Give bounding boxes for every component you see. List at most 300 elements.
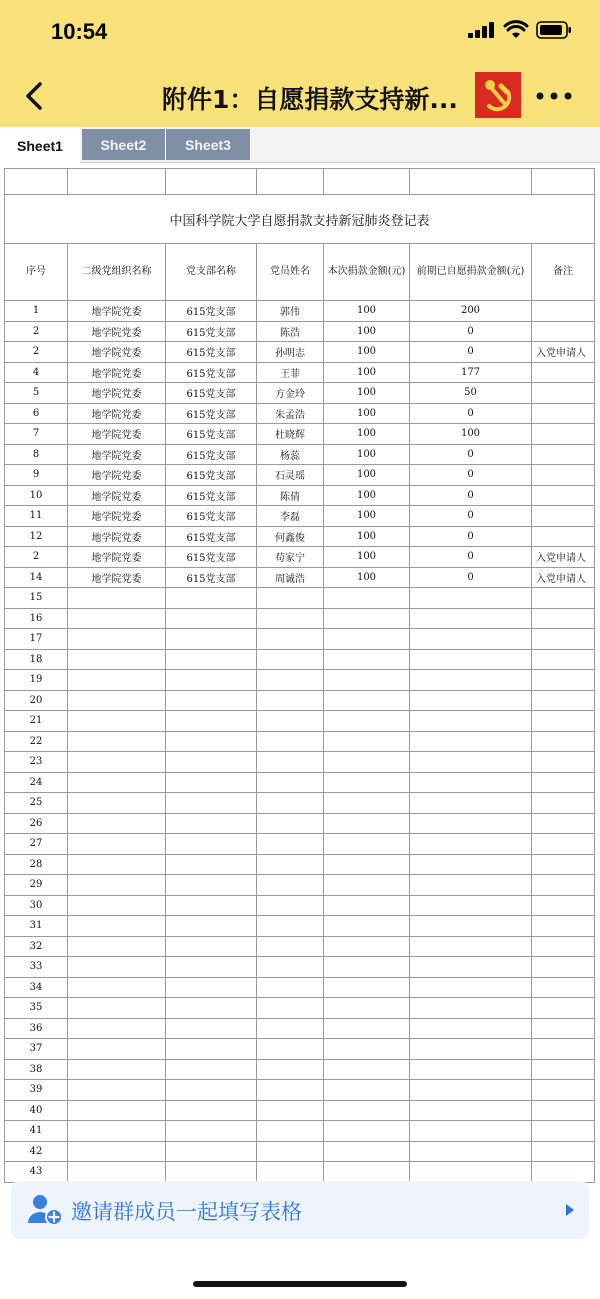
table-cell[interactable] xyxy=(257,916,324,937)
table-cell[interactable] xyxy=(532,670,595,691)
table-cell[interactable] xyxy=(410,813,532,834)
table-cell[interactable] xyxy=(166,916,257,937)
table-cell[interactable] xyxy=(532,1039,595,1060)
table-cell[interactable] xyxy=(166,629,257,650)
table-cell[interactable] xyxy=(166,1121,257,1142)
table-cell[interactable] xyxy=(532,690,595,711)
table-cell[interactable] xyxy=(166,1080,257,1101)
table-cell[interactable]: 孙明志 xyxy=(257,342,324,363)
table-cell[interactable] xyxy=(532,321,595,342)
table-cell[interactable]: 100 xyxy=(324,424,410,445)
table-cell[interactable] xyxy=(532,403,595,424)
table-cell[interactable]: 100 xyxy=(324,403,410,424)
table-cell[interactable] xyxy=(410,752,532,773)
home-indicator[interactable] xyxy=(193,1281,407,1287)
table-cell[interactable] xyxy=(166,670,257,691)
table-cell[interactable] xyxy=(68,1141,166,1162)
table-cell[interactable] xyxy=(68,711,166,732)
table-cell[interactable]: 4 xyxy=(5,362,68,383)
table-cell[interactable] xyxy=(257,670,324,691)
table-cell[interactable] xyxy=(532,1100,595,1121)
table-cell[interactable]: 615党支部 xyxy=(166,506,257,527)
table-cell[interactable]: 陈浩 xyxy=(257,321,324,342)
table-cell[interactable] xyxy=(68,649,166,670)
table-cell[interactable]: 地学院党委 xyxy=(68,547,166,568)
tab-sheet3[interactable]: Sheet3 xyxy=(166,129,251,160)
table-cell[interactable] xyxy=(532,1018,595,1039)
table-cell[interactable] xyxy=(257,608,324,629)
table-cell[interactable] xyxy=(257,731,324,752)
table-cell[interactable] xyxy=(532,588,595,609)
table-cell[interactable]: 0 xyxy=(410,567,532,588)
table-cell[interactable] xyxy=(410,608,532,629)
table-cell[interactable] xyxy=(410,793,532,814)
table-cell[interactable] xyxy=(68,1121,166,1142)
table-cell[interactable] xyxy=(410,854,532,875)
table-cell[interactable] xyxy=(68,752,166,773)
table-cell[interactable]: 23 xyxy=(5,752,68,773)
table-cell[interactable]: 0 xyxy=(410,547,532,568)
header-cell[interactable]: 党员姓名 xyxy=(257,244,324,301)
table-cell[interactable] xyxy=(324,998,410,1019)
table-cell[interactable] xyxy=(532,1162,595,1183)
table-cell[interactable]: 37 xyxy=(5,1039,68,1060)
table-cell[interactable] xyxy=(257,1018,324,1039)
table-cell[interactable] xyxy=(166,649,257,670)
table-cell[interactable] xyxy=(410,1080,532,1101)
header-cell[interactable]: 党支部名称 xyxy=(166,244,257,301)
table-cell[interactable]: 100 xyxy=(324,526,410,547)
table-cell[interactable] xyxy=(324,916,410,937)
table-cell[interactable]: 33 xyxy=(5,957,68,978)
table-cell[interactable] xyxy=(324,690,410,711)
header-cell[interactable]: 序号 xyxy=(5,244,68,301)
table-cell[interactable] xyxy=(166,793,257,814)
table-cell[interactable]: 0 xyxy=(410,403,532,424)
table-cell[interactable]: 615党支部 xyxy=(166,526,257,547)
table-cell[interactable]: 100 xyxy=(324,362,410,383)
table-cell[interactable]: 地学院党委 xyxy=(68,444,166,465)
table-cell[interactable]: 地学院党委 xyxy=(68,362,166,383)
table-cell[interactable]: 8 xyxy=(5,444,68,465)
table-cell[interactable] xyxy=(532,301,595,322)
table-cell[interactable] xyxy=(166,1162,257,1183)
table-cell[interactable] xyxy=(68,834,166,855)
table-cell[interactable] xyxy=(257,1141,324,1162)
table-cell[interactable]: 朱孟浩 xyxy=(257,403,324,424)
table-cell[interactable] xyxy=(532,1059,595,1080)
tab-sheet1[interactable]: Sheet1 xyxy=(0,127,80,163)
table-cell[interactable] xyxy=(324,752,410,773)
table-cell[interactable] xyxy=(410,629,532,650)
table-cell[interactable]: 周诚浩 xyxy=(257,567,324,588)
table-cell[interactable] xyxy=(532,957,595,978)
table-cell[interactable] xyxy=(324,977,410,998)
table-cell[interactable] xyxy=(410,1100,532,1121)
table-cell[interactable]: 19 xyxy=(5,670,68,691)
table-cell[interactable] xyxy=(532,608,595,629)
table-cell[interactable]: 0 xyxy=(410,465,532,486)
table-cell[interactable] xyxy=(532,916,595,937)
table-cell[interactable] xyxy=(68,854,166,875)
table-cell[interactable]: 41 xyxy=(5,1121,68,1142)
table-cell[interactable] xyxy=(324,1080,410,1101)
table-cell[interactable] xyxy=(324,649,410,670)
table-cell[interactable] xyxy=(257,834,324,855)
table-cell[interactable] xyxy=(410,711,532,732)
table-cell[interactable]: 2 xyxy=(5,321,68,342)
header-cell[interactable]: 二级党组织名称 xyxy=(68,244,166,301)
table-cell[interactable] xyxy=(532,1080,595,1101)
table-cell[interactable] xyxy=(324,588,410,609)
table-cell[interactable] xyxy=(532,1121,595,1142)
table-cell[interactable] xyxy=(68,977,166,998)
table-cell[interactable]: 地学院党委 xyxy=(68,301,166,322)
table-cell[interactable] xyxy=(257,1121,324,1142)
table-cell[interactable] xyxy=(166,875,257,896)
table-cell[interactable] xyxy=(68,1018,166,1039)
table-cell[interactable]: 14 xyxy=(5,567,68,588)
table-cell[interactable] xyxy=(68,1059,166,1080)
table-cell[interactable] xyxy=(166,608,257,629)
table-cell[interactable]: 李磊 xyxy=(257,506,324,527)
table-cell[interactable] xyxy=(68,813,166,834)
table-cell[interactable] xyxy=(532,424,595,445)
table-cell[interactable]: 38 xyxy=(5,1059,68,1080)
table-cell[interactable] xyxy=(166,690,257,711)
table-cell[interactable] xyxy=(532,936,595,957)
table-cell[interactable] xyxy=(410,649,532,670)
table-cell[interactable] xyxy=(257,752,324,773)
table-cell[interactable]: 0 xyxy=(410,485,532,506)
table-cell[interactable]: 地学院党委 xyxy=(68,485,166,506)
table-cell[interactable]: 615党支部 xyxy=(166,485,257,506)
table-cell[interactable] xyxy=(410,1141,532,1162)
table-cell[interactable]: 0 xyxy=(410,444,532,465)
table-cell[interactable] xyxy=(324,711,410,732)
table-cell[interactable]: 615党支部 xyxy=(166,547,257,568)
table-cell[interactable] xyxy=(68,1039,166,1060)
table-cell[interactable]: 1 xyxy=(5,301,68,322)
table-cell[interactable]: 方金玲 xyxy=(257,383,324,404)
table-cell[interactable] xyxy=(532,834,595,855)
table-cell[interactable] xyxy=(166,731,257,752)
table-cell[interactable] xyxy=(257,588,324,609)
back-icon[interactable] xyxy=(16,76,56,116)
table-cell[interactable] xyxy=(410,731,532,752)
table-cell[interactable]: 43 xyxy=(5,1162,68,1183)
table-cell[interactable] xyxy=(166,711,257,732)
table-cell[interactable] xyxy=(410,916,532,937)
table-cell[interactable] xyxy=(68,916,166,937)
table-cell[interactable] xyxy=(257,998,324,1019)
table-cell[interactable]: 20 xyxy=(5,690,68,711)
table-cell[interactable] xyxy=(166,957,257,978)
table-cell[interactable]: 地学院党委 xyxy=(68,321,166,342)
table-cell[interactable] xyxy=(532,629,595,650)
table-cell[interactable] xyxy=(324,772,410,793)
tab-sheet2[interactable]: Sheet2 xyxy=(82,129,166,160)
table-cell[interactable] xyxy=(257,1059,324,1080)
header-cell[interactable]: 前期已自愿捐款金额(元) xyxy=(410,244,532,301)
table-cell[interactable]: 0 xyxy=(410,342,532,363)
table-cell[interactable] xyxy=(410,998,532,1019)
table-cell[interactable]: 36 xyxy=(5,1018,68,1039)
table-cell[interactable]: 地学院党委 xyxy=(68,342,166,363)
table-cell[interactable] xyxy=(166,1059,257,1080)
header-cell[interactable]: 备注 xyxy=(532,244,595,301)
table-cell[interactable] xyxy=(410,977,532,998)
table-cell[interactable] xyxy=(324,731,410,752)
table-cell[interactable] xyxy=(68,998,166,1019)
table-cell[interactable] xyxy=(257,629,324,650)
table-cell[interactable] xyxy=(68,957,166,978)
table-cell[interactable] xyxy=(532,1141,595,1162)
table-cell[interactable] xyxy=(324,834,410,855)
table-cell[interactable]: 615党支部 xyxy=(166,383,257,404)
table-cell[interactable] xyxy=(68,936,166,957)
table-cell[interactable] xyxy=(257,772,324,793)
table-cell[interactable] xyxy=(532,813,595,834)
table-cell[interactable]: 17 xyxy=(5,629,68,650)
table-cell[interactable]: 35 xyxy=(5,998,68,1019)
table-cell[interactable] xyxy=(257,649,324,670)
sheet-title[interactable]: 中国科学院大学自愿捐款支持新冠肺炎登记表 xyxy=(5,195,595,244)
table-cell[interactable] xyxy=(324,1141,410,1162)
table-cell[interactable] xyxy=(166,895,257,916)
table-cell[interactable]: 39 xyxy=(5,1080,68,1101)
table-cell[interactable] xyxy=(166,1141,257,1162)
table-cell[interactable] xyxy=(532,362,595,383)
table-cell[interactable] xyxy=(166,752,257,773)
table-cell[interactable]: 6 xyxy=(5,403,68,424)
table-cell[interactable]: 177 xyxy=(410,362,532,383)
table-cell[interactable]: 100 xyxy=(324,547,410,568)
table-cell[interactable]: 7 xyxy=(5,424,68,445)
table-cell[interactable]: 24 xyxy=(5,772,68,793)
table-cell[interactable]: 615党支部 xyxy=(166,321,257,342)
table-cell[interactable] xyxy=(68,793,166,814)
table-cell[interactable]: 50 xyxy=(410,383,532,404)
table-cell[interactable] xyxy=(532,895,595,916)
table-cell[interactable] xyxy=(324,936,410,957)
table-cell[interactable] xyxy=(410,772,532,793)
table-cell[interactable]: 2 xyxy=(5,547,68,568)
table-cell[interactable]: 615党支部 xyxy=(166,465,257,486)
table-cell[interactable] xyxy=(532,731,595,752)
more-icon[interactable] xyxy=(534,84,574,108)
table-cell[interactable] xyxy=(68,1080,166,1101)
table-cell[interactable]: 615党支部 xyxy=(166,342,257,363)
table-cell[interactable] xyxy=(324,1018,410,1039)
table-cell[interactable] xyxy=(532,752,595,773)
table-cell[interactable] xyxy=(257,895,324,916)
table-cell[interactable]: 21 xyxy=(5,711,68,732)
table-cell[interactable] xyxy=(257,793,324,814)
table-cell[interactable]: 100 xyxy=(410,424,532,445)
table-cell[interactable]: 29 xyxy=(5,875,68,896)
table-cell[interactable]: 34 xyxy=(5,977,68,998)
table-cell[interactable]: 杨蕊 xyxy=(257,444,324,465)
table-cell[interactable] xyxy=(532,977,595,998)
table-cell[interactable] xyxy=(410,957,532,978)
table-cell[interactable]: 石灵瑶 xyxy=(257,465,324,486)
table-cell[interactable] xyxy=(257,1162,324,1183)
table-cell[interactable]: 杜晓辉 xyxy=(257,424,324,445)
table-cell[interactable] xyxy=(166,1039,257,1060)
table-cell[interactable] xyxy=(166,977,257,998)
table-cell[interactable] xyxy=(68,772,166,793)
table-cell[interactable] xyxy=(324,793,410,814)
table-cell[interactable] xyxy=(166,936,257,957)
table-cell[interactable]: 100 xyxy=(324,342,410,363)
table-cell[interactable] xyxy=(68,608,166,629)
table-cell[interactable] xyxy=(68,588,166,609)
table-cell[interactable] xyxy=(410,1039,532,1060)
table-cell[interactable] xyxy=(166,1100,257,1121)
table-cell[interactable]: 22 xyxy=(5,731,68,752)
table-cell[interactable] xyxy=(410,1059,532,1080)
table-cell[interactable]: 28 xyxy=(5,854,68,875)
table-cell[interactable] xyxy=(532,465,595,486)
table-cell[interactable] xyxy=(324,957,410,978)
table-cell[interactable] xyxy=(257,1100,324,1121)
table-cell[interactable]: 0 xyxy=(410,526,532,547)
table-cell[interactable]: 18 xyxy=(5,649,68,670)
table-cell[interactable]: 苟家宁 xyxy=(257,547,324,568)
table-cell[interactable] xyxy=(68,895,166,916)
table-cell[interactable] xyxy=(410,936,532,957)
table-cell[interactable] xyxy=(257,977,324,998)
table-cell[interactable] xyxy=(257,875,324,896)
table-cell[interactable] xyxy=(324,608,410,629)
table-cell[interactable]: 入党申请人 xyxy=(532,547,595,568)
table-cell[interactable]: 31 xyxy=(5,916,68,937)
table-cell[interactable] xyxy=(324,629,410,650)
table-cell[interactable] xyxy=(532,649,595,670)
table-cell[interactable] xyxy=(532,772,595,793)
table-cell[interactable] xyxy=(410,1018,532,1039)
party-emblem-icon[interactable] xyxy=(475,72,521,118)
table-cell[interactable] xyxy=(166,998,257,1019)
header-cell[interactable]: 本次捐款金额(元) xyxy=(324,244,410,301)
table-cell[interactable] xyxy=(324,895,410,916)
table-cell[interactable]: 615党支部 xyxy=(166,362,257,383)
table-cell[interactable] xyxy=(257,813,324,834)
table-cell[interactable] xyxy=(324,1100,410,1121)
table-cell[interactable] xyxy=(532,383,595,404)
table-cell[interactable] xyxy=(410,1121,532,1142)
table-cell[interactable]: 100 xyxy=(324,383,410,404)
table-cell[interactable] xyxy=(532,444,595,465)
table-cell[interactable]: 42 xyxy=(5,1141,68,1162)
table-cell[interactable] xyxy=(324,813,410,834)
table-cell[interactable]: 100 xyxy=(324,506,410,527)
table-cell[interactable] xyxy=(532,506,595,527)
table-cell[interactable] xyxy=(257,936,324,957)
table-cell[interactable]: 26 xyxy=(5,813,68,834)
table-cell[interactable]: 30 xyxy=(5,895,68,916)
invite-members-button[interactable] xyxy=(11,1181,589,1239)
table-cell[interactable] xyxy=(532,854,595,875)
table-cell[interactable] xyxy=(532,526,595,547)
table-cell[interactable] xyxy=(68,1100,166,1121)
spreadsheet[interactable] xyxy=(4,168,594,1178)
table-cell[interactable] xyxy=(410,690,532,711)
table-cell[interactable]: 5 xyxy=(5,383,68,404)
table-cell[interactable]: 100 xyxy=(324,485,410,506)
table-cell[interactable]: 100 xyxy=(324,465,410,486)
table-cell[interactable] xyxy=(410,875,532,896)
table-cell[interactable]: 100 xyxy=(324,444,410,465)
table-cell[interactable]: 25 xyxy=(5,793,68,814)
table-cell[interactable] xyxy=(410,670,532,691)
table-cell[interactable]: 地学院党委 xyxy=(68,383,166,404)
table-cell[interactable] xyxy=(324,670,410,691)
table-cell[interactable] xyxy=(68,875,166,896)
table-cell[interactable]: 40 xyxy=(5,1100,68,1121)
table-cell[interactable] xyxy=(410,834,532,855)
table-cell[interactable]: 615党支部 xyxy=(166,444,257,465)
table-cell[interactable]: 615党支部 xyxy=(166,567,257,588)
table-cell[interactable] xyxy=(324,1162,410,1183)
table-cell[interactable] xyxy=(68,1162,166,1183)
table-cell[interactable]: 32 xyxy=(5,936,68,957)
table-cell[interactable] xyxy=(410,895,532,916)
table-cell[interactable]: 入党申请人 xyxy=(532,567,595,588)
table-cell[interactable] xyxy=(166,772,257,793)
table-cell[interactable]: 地学院党委 xyxy=(68,567,166,588)
table-cell[interactable]: 地学院党委 xyxy=(68,526,166,547)
table-cell[interactable]: 郭伟 xyxy=(257,301,324,322)
table-cell[interactable] xyxy=(166,813,257,834)
table-cell[interactable]: 16 xyxy=(5,608,68,629)
table-cell[interactable] xyxy=(324,1121,410,1142)
table-cell[interactable] xyxy=(532,711,595,732)
table-cell[interactable] xyxy=(257,957,324,978)
table-cell[interactable] xyxy=(166,588,257,609)
table-cell[interactable] xyxy=(257,711,324,732)
table-cell[interactable] xyxy=(324,1059,410,1080)
table-cell[interactable]: 2 xyxy=(5,342,68,363)
table-cell[interactable]: 615党支部 xyxy=(166,301,257,322)
table-cell[interactable]: 陈倩 xyxy=(257,485,324,506)
table-cell[interactable]: 地学院党委 xyxy=(68,506,166,527)
table-cell[interactable]: 地学院党委 xyxy=(68,465,166,486)
table-cell[interactable] xyxy=(166,834,257,855)
table-cell[interactable]: 15 xyxy=(5,588,68,609)
table-cell[interactable] xyxy=(68,731,166,752)
table-cell[interactable] xyxy=(324,854,410,875)
table-cell[interactable] xyxy=(166,1018,257,1039)
table-cell[interactable] xyxy=(532,793,595,814)
table-cell[interactable]: 200 xyxy=(410,301,532,322)
table-cell[interactable] xyxy=(532,485,595,506)
table-cell[interactable] xyxy=(324,1039,410,1060)
table-cell[interactable]: 0 xyxy=(410,506,532,527)
table-cell[interactable] xyxy=(68,670,166,691)
table-cell[interactable]: 地学院党委 xyxy=(68,424,166,445)
table-cell[interactable] xyxy=(257,690,324,711)
table-cell[interactable]: 地学院党委 xyxy=(68,403,166,424)
table-cell[interactable]: 何鑫俊 xyxy=(257,526,324,547)
table-cell[interactable] xyxy=(532,875,595,896)
table-cell[interactable]: 100 xyxy=(324,321,410,342)
table-cell[interactable]: 9 xyxy=(5,465,68,486)
table-cell[interactable] xyxy=(166,854,257,875)
table-cell[interactable]: 王菲 xyxy=(257,362,324,383)
table-cell[interactable]: 11 xyxy=(5,506,68,527)
